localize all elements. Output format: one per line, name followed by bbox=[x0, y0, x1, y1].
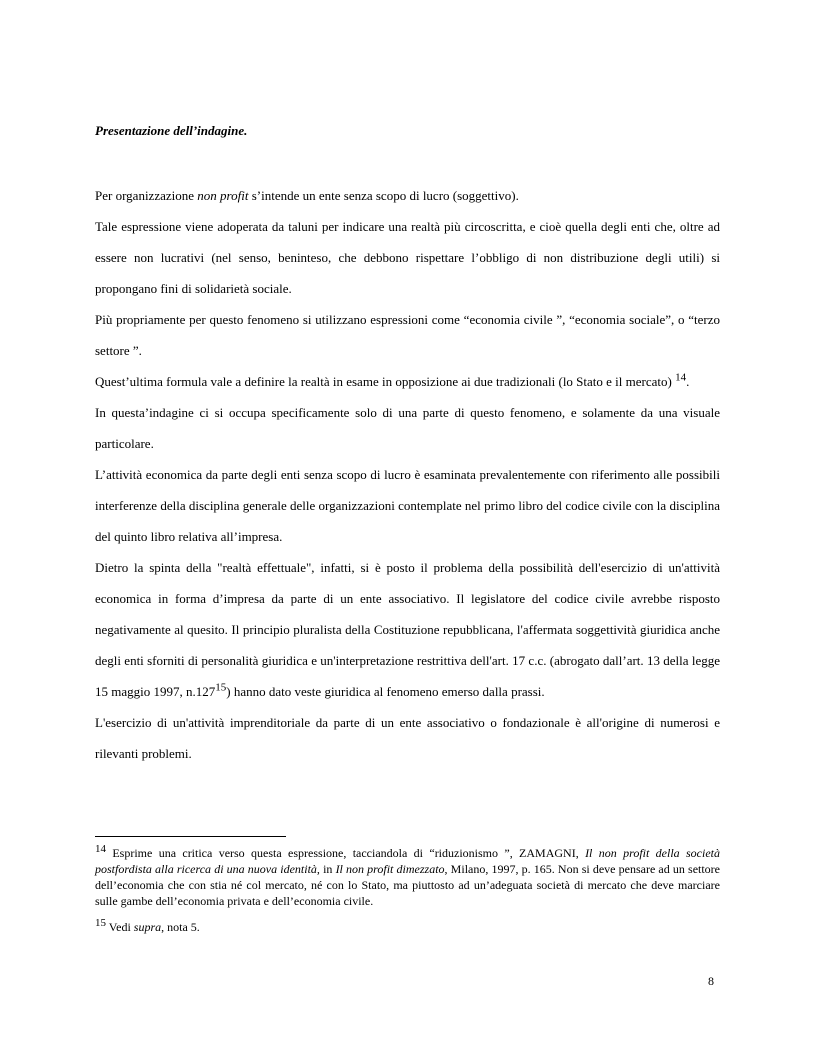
section-heading: Presentazione dell’indagine. bbox=[95, 123, 248, 138]
footnote-ref-14[interactable]: 14 bbox=[675, 371, 687, 384]
paragraph-1-italic: non profit bbox=[197, 188, 249, 203]
paragraph-4 bbox=[95, 366, 720, 397]
page-number: 8 bbox=[708, 974, 714, 988]
footnote-14-c: in bbox=[319, 862, 336, 876]
paragraph-2: Tale espressione viene adoperata da taluni per indicare una realtà più circoscritta, e cioè quella degli enti che, oltre ad essere non lucrativi (nel senso, beninteso, che debbono rispettare l’obbligo di non distribuzione degli utili) si propongano fini di solidarietà sociale. bbox=[95, 219, 720, 296]
paragraph-7-text: Dietro la spinta della "realtà effettuale", infatti, si è posto il problema della possibilità dell'esercizio di un'attività economica in forma d’impresa da parte di un ente associativo. Il legislatore del codice civile avrebbe risposto negativamente al quesito. Il principio pluralista della Costituzione repubblicana, l'affermata soggettività giuridica anche degli enti sforniti di personalità giuridica e un'interpretazione restrittiva dell'art. 17 c.c. (abrogato dall’art. 13 della legge 15 maggio 1997, n.127 bbox=[95, 560, 720, 699]
paragraph-8: L'esercizio di un'attività imprenditoriale da parte di un ente associativo o fondazionale è all'origine di numerosi e rilevanti problemi. bbox=[95, 715, 720, 761]
paragraph-4-text: Quest’ultima formula vale a definire la realtà in esame in opposizione ai due tradizionali (lo Stato e il mercato) bbox=[95, 374, 676, 389]
footnote-15-a: Vedi bbox=[106, 920, 134, 934]
footnote-14-e: , Milano, 1997, p. 165. Non si deve pensare ad un settore dell’economia che con stia né col mercato, né con lo Stato, ma piuttosto ad un’adeguata società di mercato che deve marciare sulle gambe dell’economia privata e dell’economia civile. bbox=[95, 862, 721, 908]
paragraph-7 bbox=[95, 552, 720, 707]
footnote-14-title: Il non profit della società postfordista alla ricerca di una nuova identità, bbox=[95, 846, 720, 876]
footnote-14 bbox=[95, 845, 720, 909]
paragraph-1 bbox=[95, 180, 720, 211]
footnote-15-c: , nota 5. bbox=[161, 920, 200, 934]
paragraph-4-end: . bbox=[686, 374, 690, 389]
footnote-15 bbox=[95, 919, 720, 935]
footnote-14-a: Esprime una critica verso questa espressione, tacciandola di “riduzionismo ”, ZAMAGNI, bbox=[106, 846, 586, 860]
footnote-divider bbox=[95, 836, 286, 837]
paragraph-1-a: Per organizzazione bbox=[95, 188, 198, 203]
body-text bbox=[95, 180, 720, 769]
footnote-14-number: 14 bbox=[95, 843, 106, 855]
footnote-14-book: Il non profit dimezzato bbox=[335, 862, 445, 876]
footnote-ref-15[interactable]: 15 bbox=[215, 681, 227, 694]
footnotes bbox=[95, 845, 720, 935]
paragraph-1-c: s’intende un ente senza scopo di lucro (soggettivo). bbox=[248, 188, 519, 203]
paragraph-7-end: ) hanno dato veste giuridica al fenomeno emerso dalla prassi. bbox=[226, 684, 545, 699]
paragraph-5: In questa’indagine ci si occupa specificamente solo di una parte di questo fenomeno, e solamente da una visuale particolare. bbox=[95, 405, 720, 451]
footnote-15-supra: supra bbox=[133, 920, 162, 934]
footnote-15-number: 15 bbox=[95, 917, 106, 929]
paragraph-3: Più propriamente per questo fenomeno si utilizzano espressioni come “economia civile ”, “economia sociale”, o “terzo settore ”. bbox=[95, 312, 720, 358]
paragraph-6: L’attività economica da parte degli enti senza scopo di lucro è esaminata prevalentemente con riferimento alle possibili interferenze della disciplina generale delle organizzazioni contemplate nel primo libro del codice civile con la disciplina del quinto libro relativa all’impresa. bbox=[95, 467, 720, 544]
